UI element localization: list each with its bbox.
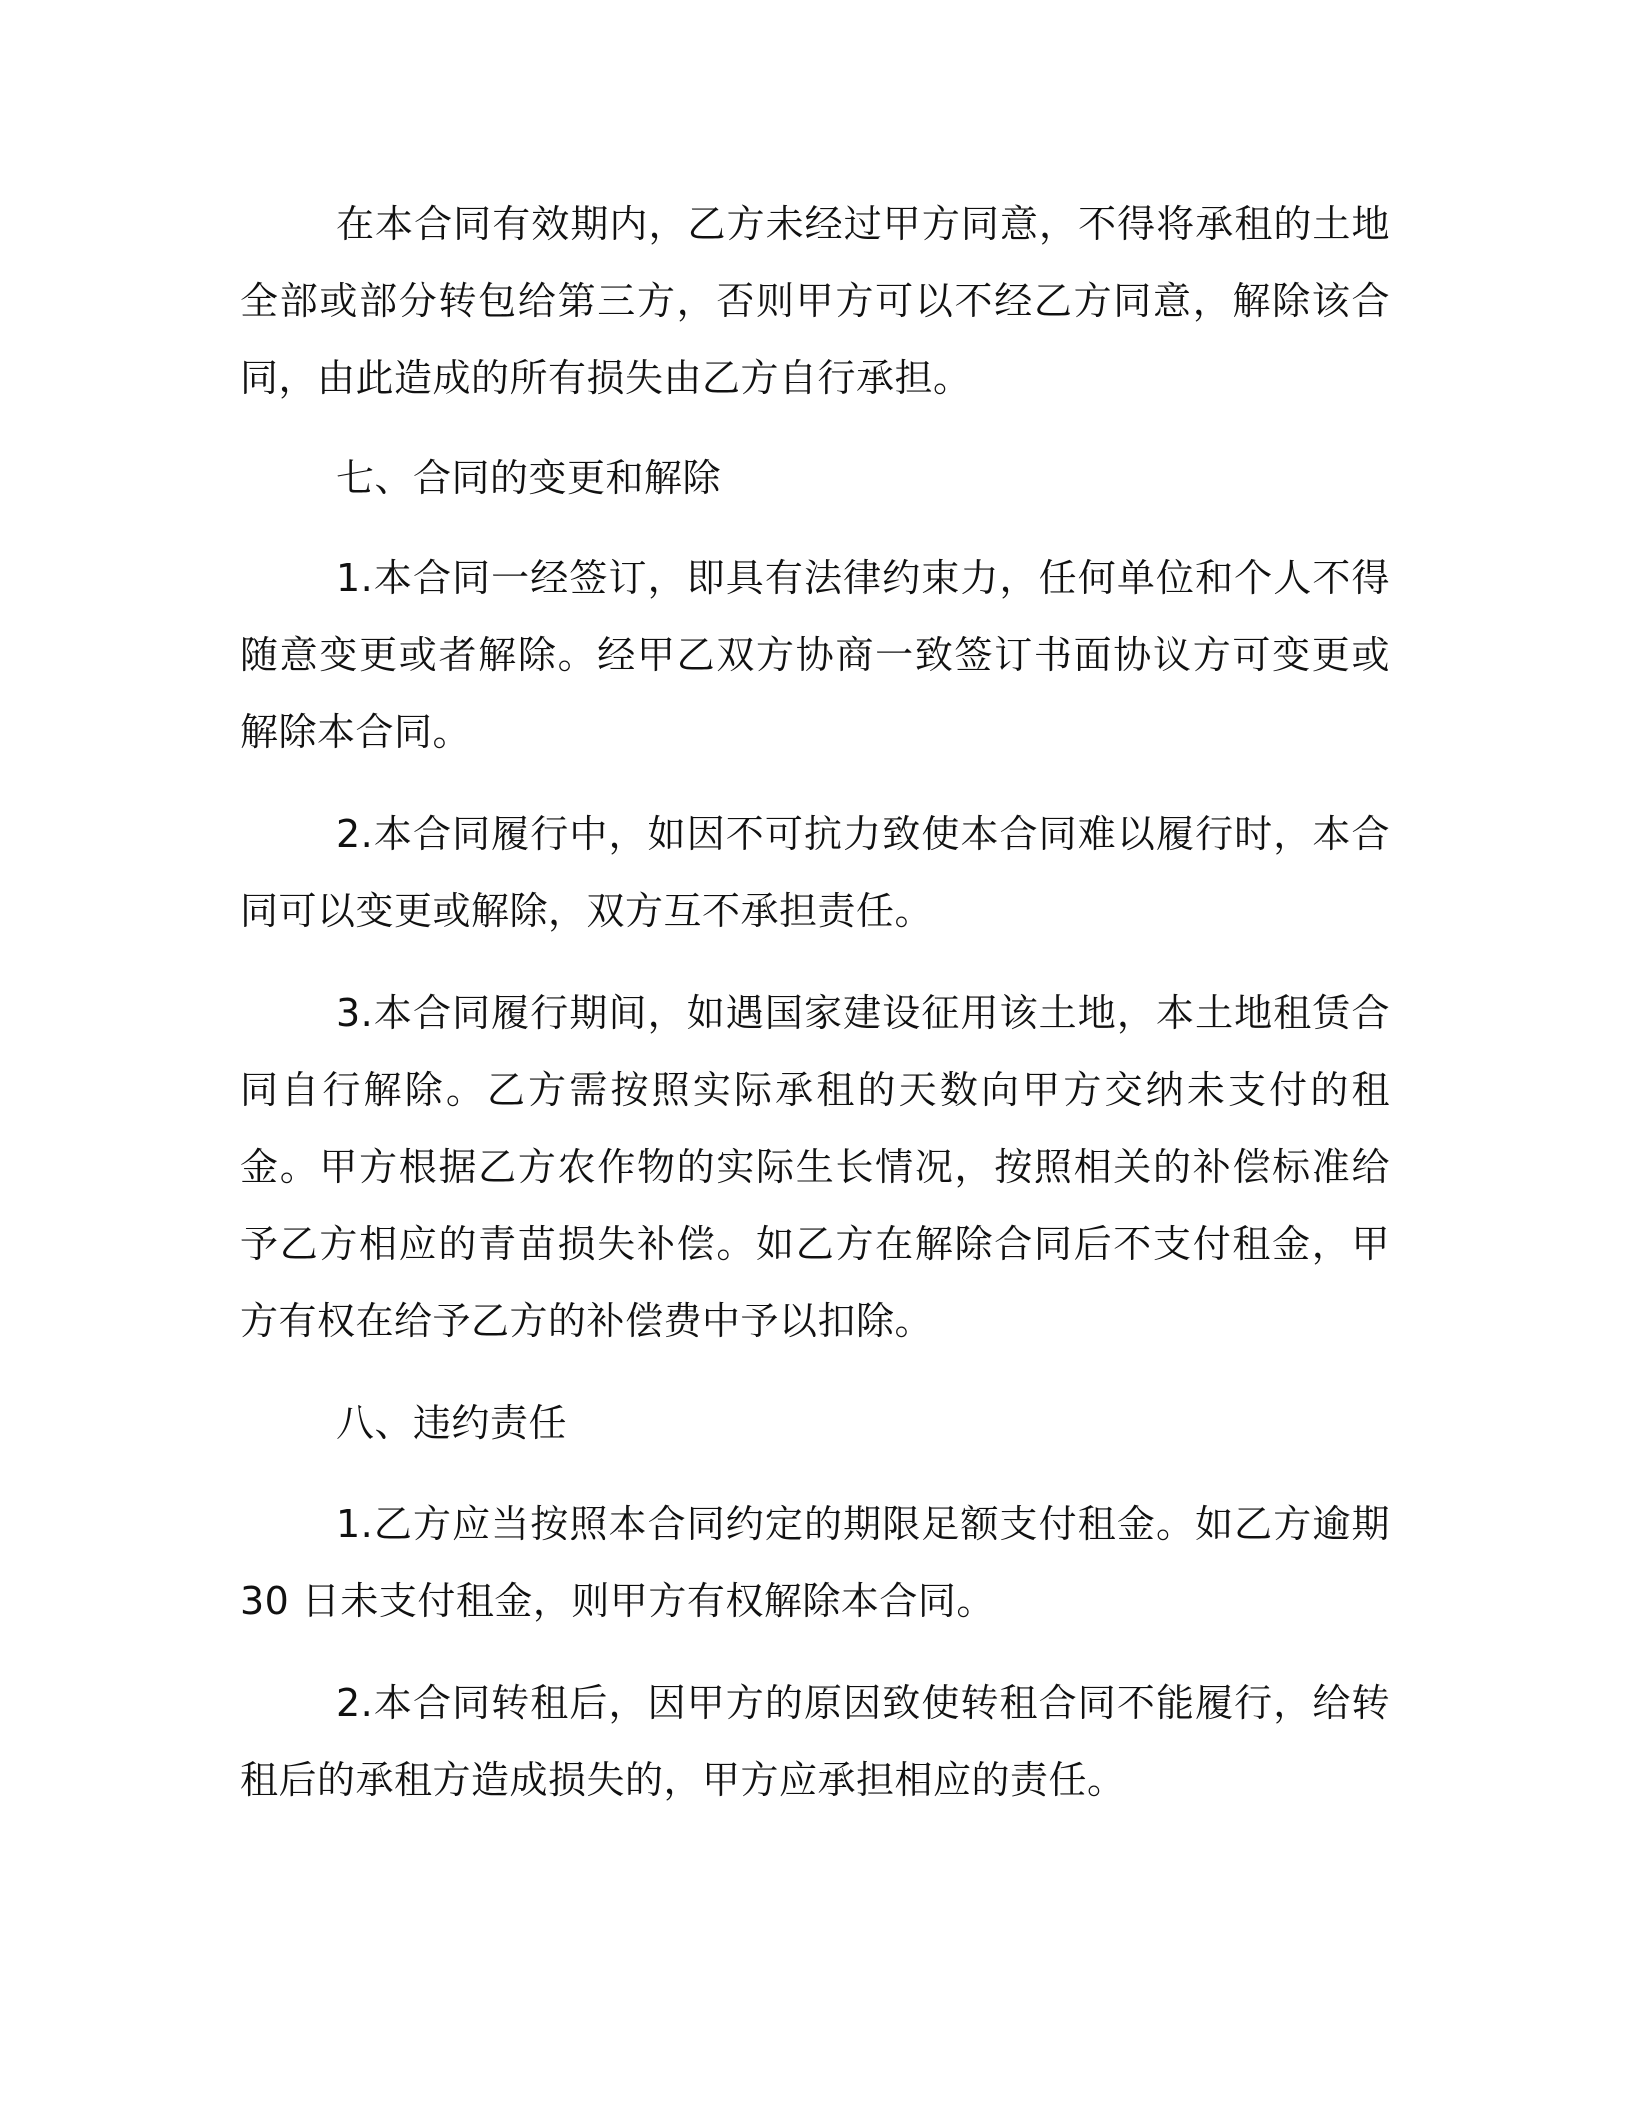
paragraph-sublease-clause: 在本合同有效期内，乙方未经过甲方同意，不得将承租的土地全部或部分转包给第三方，否则甲方可以不经乙方同意，解除该合同，由此造成的所有损失由乙方自行承担。 — [240, 202, 1390, 400]
section-heading-seven: 七、合同的变更和解除 — [336, 456, 722, 500]
paragraph-8-1: 1.乙方应当按照本合同约定的期限足额支付租金。如乙方逾期 30 日未支付租金，则甲方有权解除本合同。 — [240, 1502, 1390, 1623]
section-heading-eight: 八、违约责任 — [336, 1401, 568, 1445]
paragraph-7-2: 2.本合同履行中，如因不可抗力致使本合同难以履行时，本合同可以变更或解除，双方互不承担责任。 — [240, 812, 1390, 933]
document-body — [240, 186, 1390, 1819]
paragraph-7-1: 1.本合同一经签订，即具有法律约束力，任何单位和个人不得随意变更或者解除。经甲乙双方协商一致签订书面协议方可变更或解除本合同。 — [240, 556, 1390, 754]
paragraph-8-2: 2.本合同转租后，因甲方的原因致使转租合同不能履行，给转租后的承租方造成损失的，甲方应承担相应的责任。 — [240, 1681, 1390, 1802]
paragraph-7-3: 3.本合同履行期间，如遇国家建设征用该土地，本土地租赁合同自行解除。乙方需按照实际承租的天数向甲方交纳未支付的租金。甲方根据乙方农作物的实际生长情况，按照相关的补偿标准给予乙方相应的青苗损失补偿。如乙方在解除合同后不支付租金，甲方有权在给予乙方的补偿费中予以扣除。 — [240, 991, 1390, 1343]
